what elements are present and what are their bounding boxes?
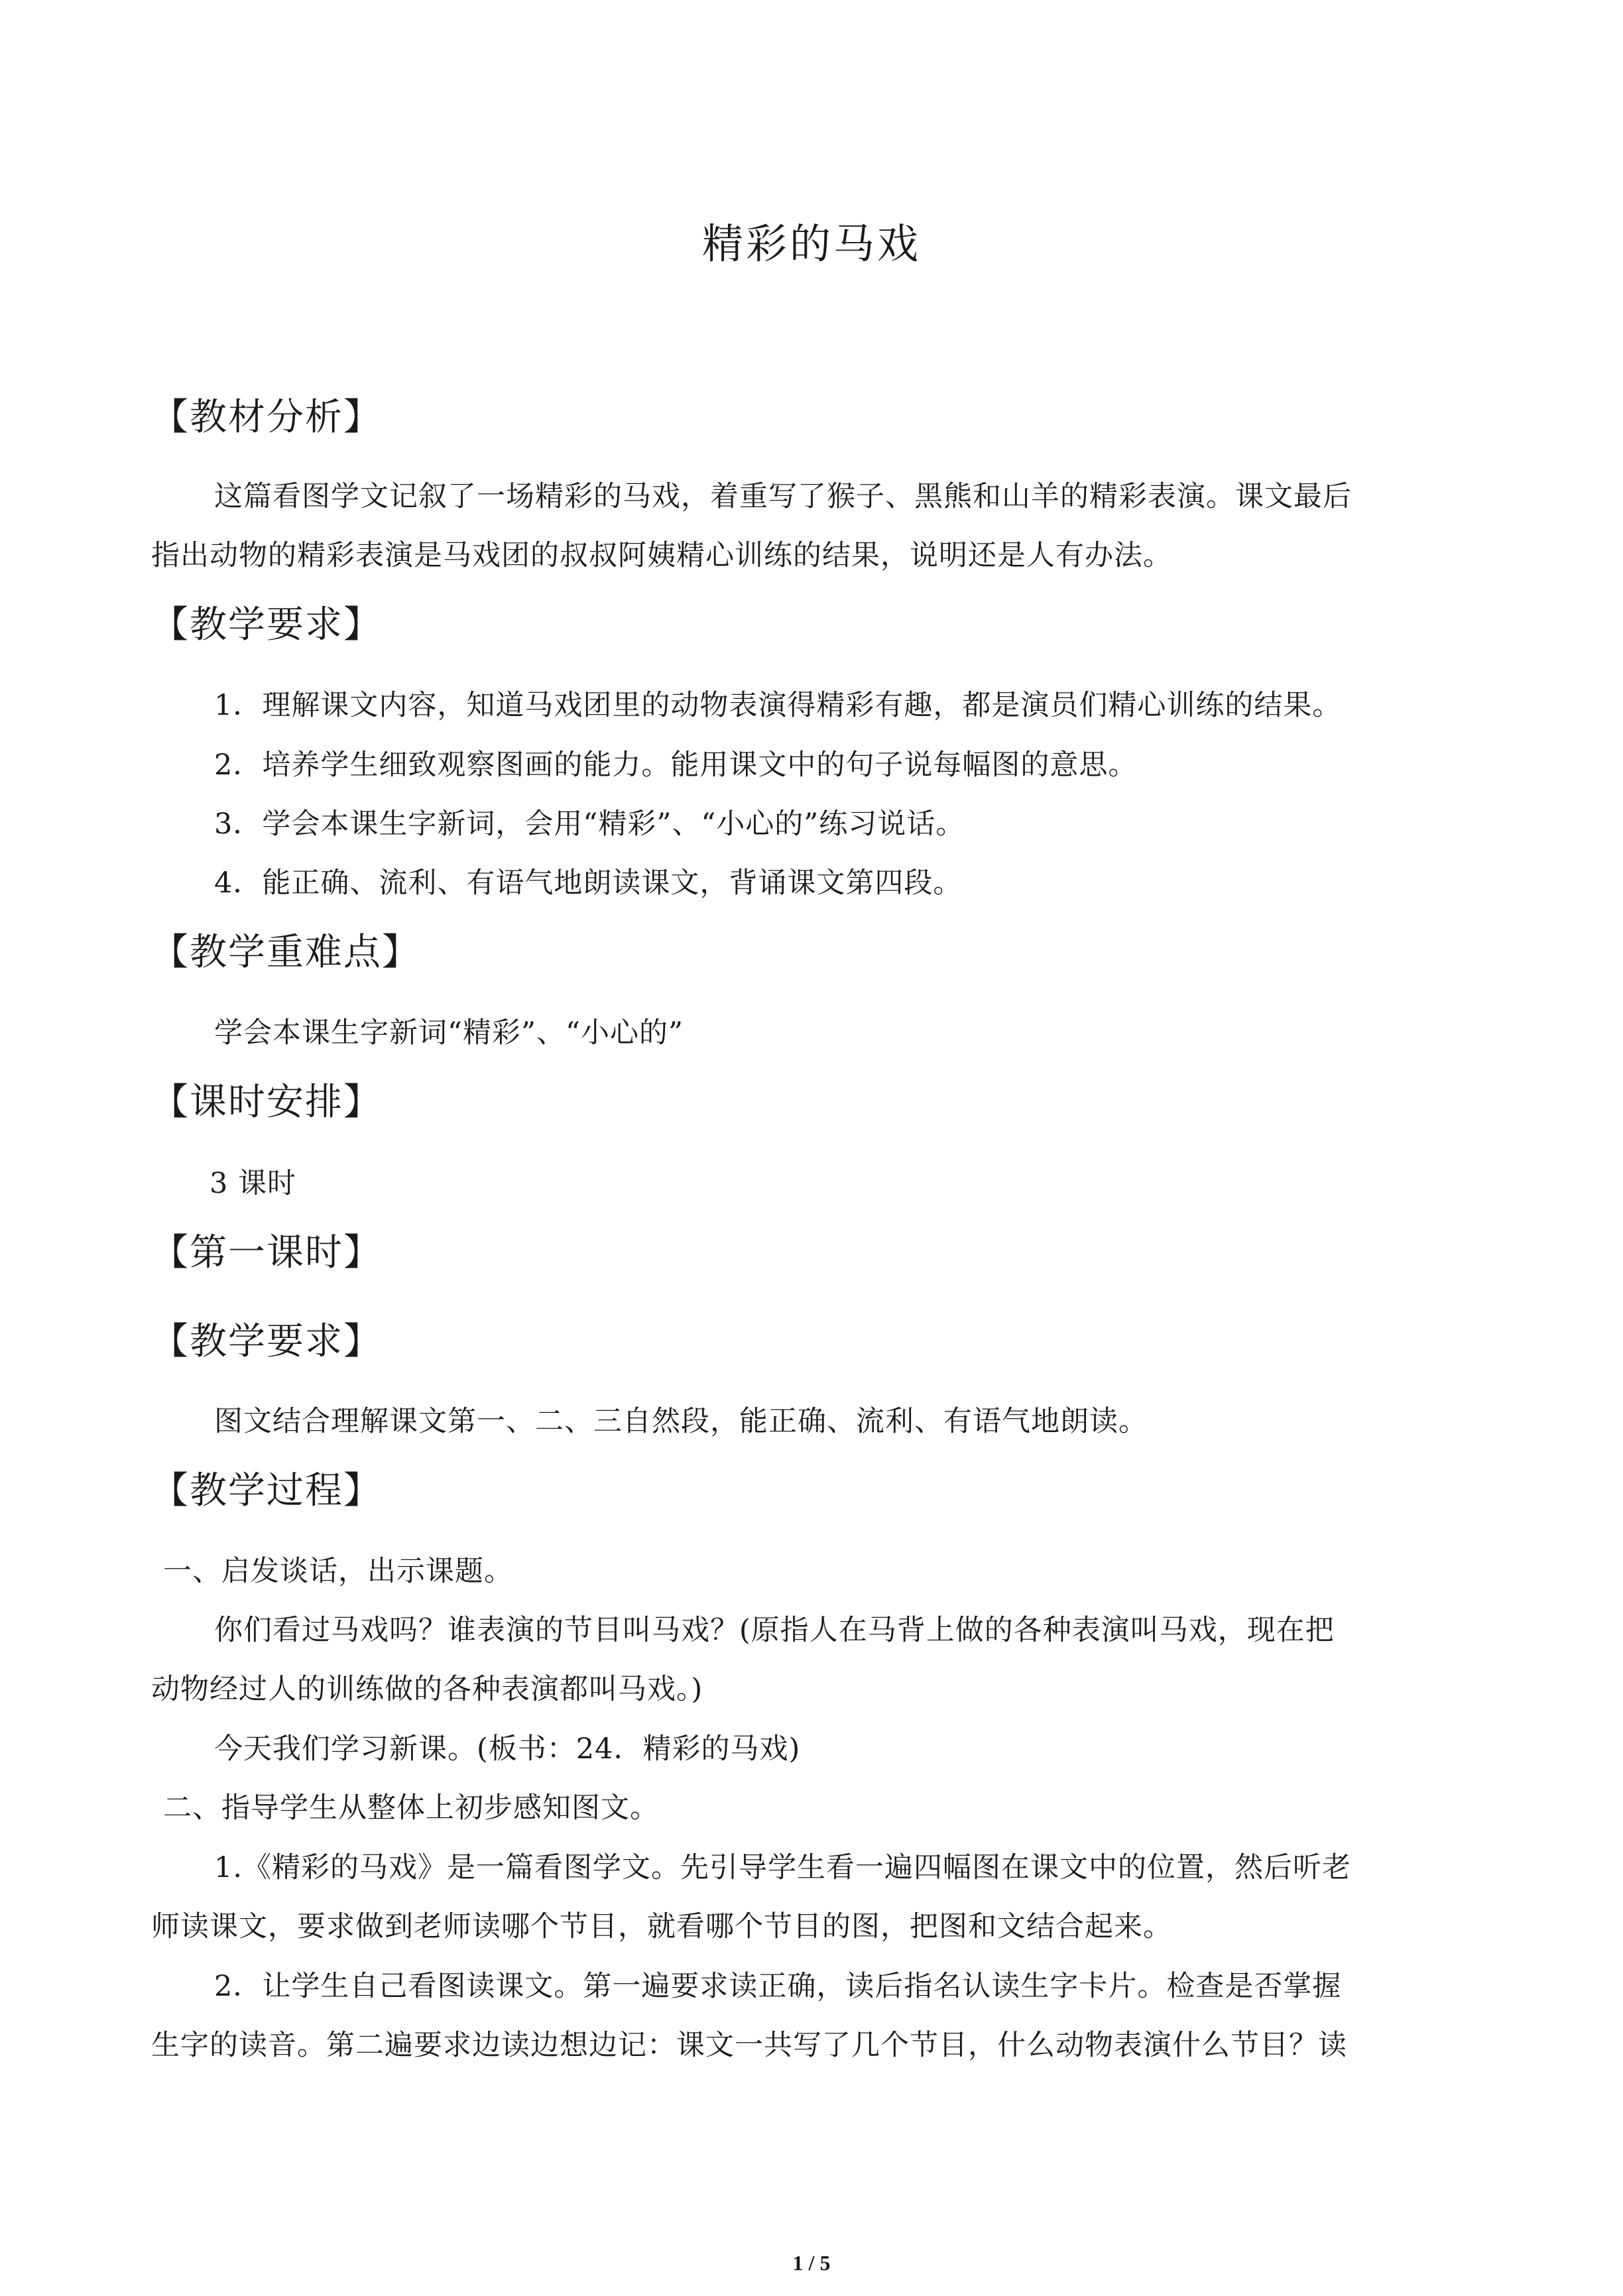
heading-lesson-one-requirements: 【教学要求】	[151, 1320, 382, 1363]
requirement-1: 1．理解课文内容，知道马戏团里的动物表演得精彩有趣，都是演员们精心训练的结果。	[214, 689, 1342, 722]
key-points-text: 学会本课生字新词“精彩”、“小心的”	[214, 1016, 684, 1050]
document-title: 精彩的马戏	[701, 219, 921, 268]
lesson-one-requirements-text: 图文结合理解课文第一、二、三自然段，能正确、流利、有语气地朗读。	[214, 1405, 1148, 1438]
heading-requirements: 【教学要求】	[151, 603, 382, 646]
step-1-paragraph-2: 今天我们学习新课。(板书：24．精彩的马戏)	[214, 1732, 801, 1766]
step-2-paragraph-2-line-2: 生字的读音。第二遍要求边读边想边记：课文一共写了几个节目，什么动物表演什么节目？读	[151, 2029, 1347, 2062]
heading-lesson-one: 【第一课时】	[151, 1231, 382, 1274]
step-2-title: 二、指导学生从整体上初步感知图文。	[163, 1791, 659, 1825]
step-1-title: 一、启发谈话，出示课题。	[163, 1555, 513, 1588]
heading-key-points: 【教学重难点】	[151, 931, 420, 974]
schedule-text: 3 课时	[210, 1167, 297, 1200]
step-2-paragraph-2-line-1: 2．让学生自己看图读课文。第一遍要求读正确，读后指名认读生字卡片。检查是否掌握	[214, 1970, 1342, 2003]
heading-analysis: 【教材分析】	[151, 396, 382, 439]
heading-schedule: 【课时安排】	[151, 1081, 382, 1124]
analysis-line-2: 指出动物的精彩表演是马戏团的叔叔阿姨精心训练的结果，说明还是人有办法。	[151, 539, 1172, 572]
step-1-paragraph-1-line-1: 你们看过马戏吗？谁表演的节目叫马戏？(原指人在马背上做的各种表演叫马戏，现在把	[214, 1614, 1335, 1647]
step-2-paragraph-1-line-1: 1.《精彩的马戏》是一篇看图学文。先引导学生看一遍四幅图在课文中的位置，然后听老	[214, 1851, 1352, 1884]
heading-process: 【教学过程】	[151, 1469, 382, 1512]
page-number: 1 / 5	[792, 2251, 831, 2275]
step-2-paragraph-1-line-2: 师读课文，要求做到老师读哪个节目，就看哪个节目的图，把图和文结合起来。	[151, 1910, 1172, 1943]
requirement-2: 2．培养学生细致观察图画的能力。能用课文中的句子说每幅图的意思。	[214, 749, 1138, 782]
requirement-3: 3．学会本课生字新词，会用“精彩”、“小心的”练习说话。	[214, 808, 965, 841]
requirement-4: 4．能正确、流利、有语气地朗读课文，背诵课文第四段。	[214, 867, 963, 900]
analysis-line-1: 这篇看图学文记叙了一场精彩的马戏，着重写了猴子、黑熊和山羊的精彩表演。课文最后	[214, 480, 1352, 513]
step-1-paragraph-1-line-2: 动物经过人的训练做的各种表演都叫马戏。)	[151, 1673, 703, 1706]
